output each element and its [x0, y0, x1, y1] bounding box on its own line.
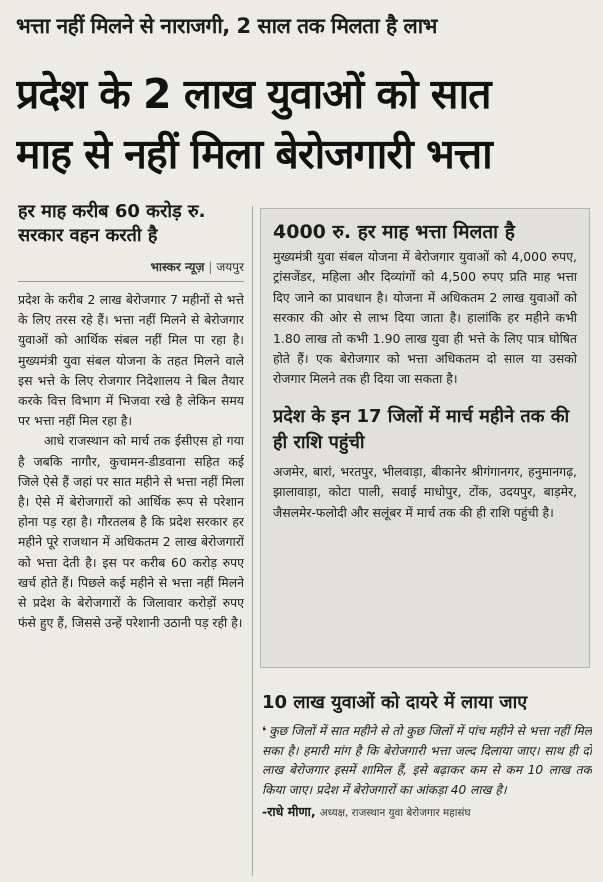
- info-box: [260, 208, 590, 668]
- article-subhead: हर माह करीब 60 करोड़ रु. सरकार वहन करती है: [18, 201, 206, 246]
- article-paragraph-1: प्रदेश के करीब 2 लाख बेरोजगार 7 महीनों से भत्ते के लिए तरस रहे हैं। भत्ता नहीं मिलने से बेरोजगार युवाओं को आर्थिक संबल नहीं मिल पा रहा है। मुख्यमंत्री युवा संबल योजना के तहत मिलने वाले इस भत्ते के लिए रोजगार निदेशालय ने बिल तैयार करके वित्त विभाग में भिजवा रखे है लेकिन समय पर भत्ता नहीं मिल रहा है।: [18, 292, 244, 429]
- quote-signature: [262, 802, 592, 823]
- quote-text: [262, 722, 592, 800]
- quote-author-role: अध्यक्ष, राजस्थान युवा बेरोजगार महासंघ: [319, 807, 471, 820]
- quote-title: 10 लाख युवाओं को दायरे में लाया जाए: [262, 692, 528, 713]
- headline-line-2: माह से नहीं मिला बेरोजगारी भत्ता: [16, 130, 492, 178]
- dateline-separator: |: [208, 260, 213, 274]
- column-divider: [252, 206, 253, 876]
- quote-mark-icon: ❛: [262, 724, 267, 738]
- quote-author: -राधे मीणा,: [262, 804, 316, 820]
- main-headline: [16, 64, 591, 184]
- headline-line-1: प्रदेश के 2 लाख युवाओं को सात: [16, 70, 491, 118]
- box-title-districts: प्रदेश के इन 17 जिलों में मार्च महीने तक की ही राशि पहुंची: [273, 405, 570, 453]
- article-paragraph-2: आधे राजस्थान को मार्च तक ईसीएस हो गया है जबकि नागौर, कुचामन-डीडवाना सहित कई जिले ऐसे हैं जहां पर सात महीने से भत्ता नहीं मिला है। ऐसे में बेरोजगारों को आर्थिक रूप से परेशान होना पड़ रहा है। गौरतलब है कि प्रदेश सरकार हर महीने पूरे राजथान में अधिकतम 2 लाख बेरोजगारों को भत्ता देती है। इस पर करीब 60 करोड़ रुपए खर्च होते हैं। पिछले कई महीने से भत्ता नहीं मिलने से प्रदेश के बेरोजगारों के जिलावार करोड़ों रुपए फंसे हुए हैं, जिससे उन्हें परेशानी उठानी पड़ रही है।: [18, 433, 244, 631]
- quote-body: कुछ जिलों में सात महीने से तो कुछ जिलों में पांच महीने से भत्ता नहीं मिल सका है। हमारी मांग है कि बेरोजगारी भत्ता जल्द दिलाया जाए। साथ ही दो लाख बेरोजगार इसमें शामिल हैं, इसे बढ़ाकर कम से कम 10 लाख तक किया जाए। प्रदेश में बेरोजगारों का आंकड़ा 40 लाख है।: [262, 724, 592, 797]
- box-text-districts: अजमेर, बारां, भरतपुर, भीलवाड़ा, बीकानेर श्रीगंगानगर, हनुमानगढ़, झालावाड़ा, कोटा पाली, सवाई माधोपुर, टोंक, उदयपुर, बाड़मेर, जैसलमेर-फलोदी और सलूंबर में मार्च तक की ही राशि पहुंची है।: [273, 463, 577, 520]
- byline: भास्कर न्यूज़: [150, 260, 205, 274]
- box-text-allowance: मुख्यमंत्री युवा संबल योजना में बेरोजगार युवाओं को 4,000 रुपए, ट्रांसजेंडर, महिला और दिव्यांगों को 4,500 रुपए प्रति माह भत्ता दिए जाने का प्रावधान है। योजना में अधिकतम 2 लाख युवाओं को सरकार की ओर से लाभ दिया जाता है। हालांकि हर महीने कभी 1.80 लाख तो कभी 1.90 लाख युवा ही भत्ते के लिए पात्र घोषित होते हैं। एक बेरोजगार को भत्ता अधिकतम दो साल या उसको रोजगार मिलने तक ही दिया जा सकता है।: [273, 249, 577, 387]
- box-title-allowance: 4000 रु. हर माह भत्ता मिलता है: [273, 221, 515, 243]
- quote-section: [262, 690, 592, 880]
- dateline-place: जयपुर: [216, 260, 244, 274]
- dateline: [18, 258, 244, 282]
- kicker-headline: भत्ता नहीं मिलने से नाराजगी, 2 साल तक मिलता है लाभ: [16, 14, 437, 38]
- main-article-column: [18, 200, 244, 876]
